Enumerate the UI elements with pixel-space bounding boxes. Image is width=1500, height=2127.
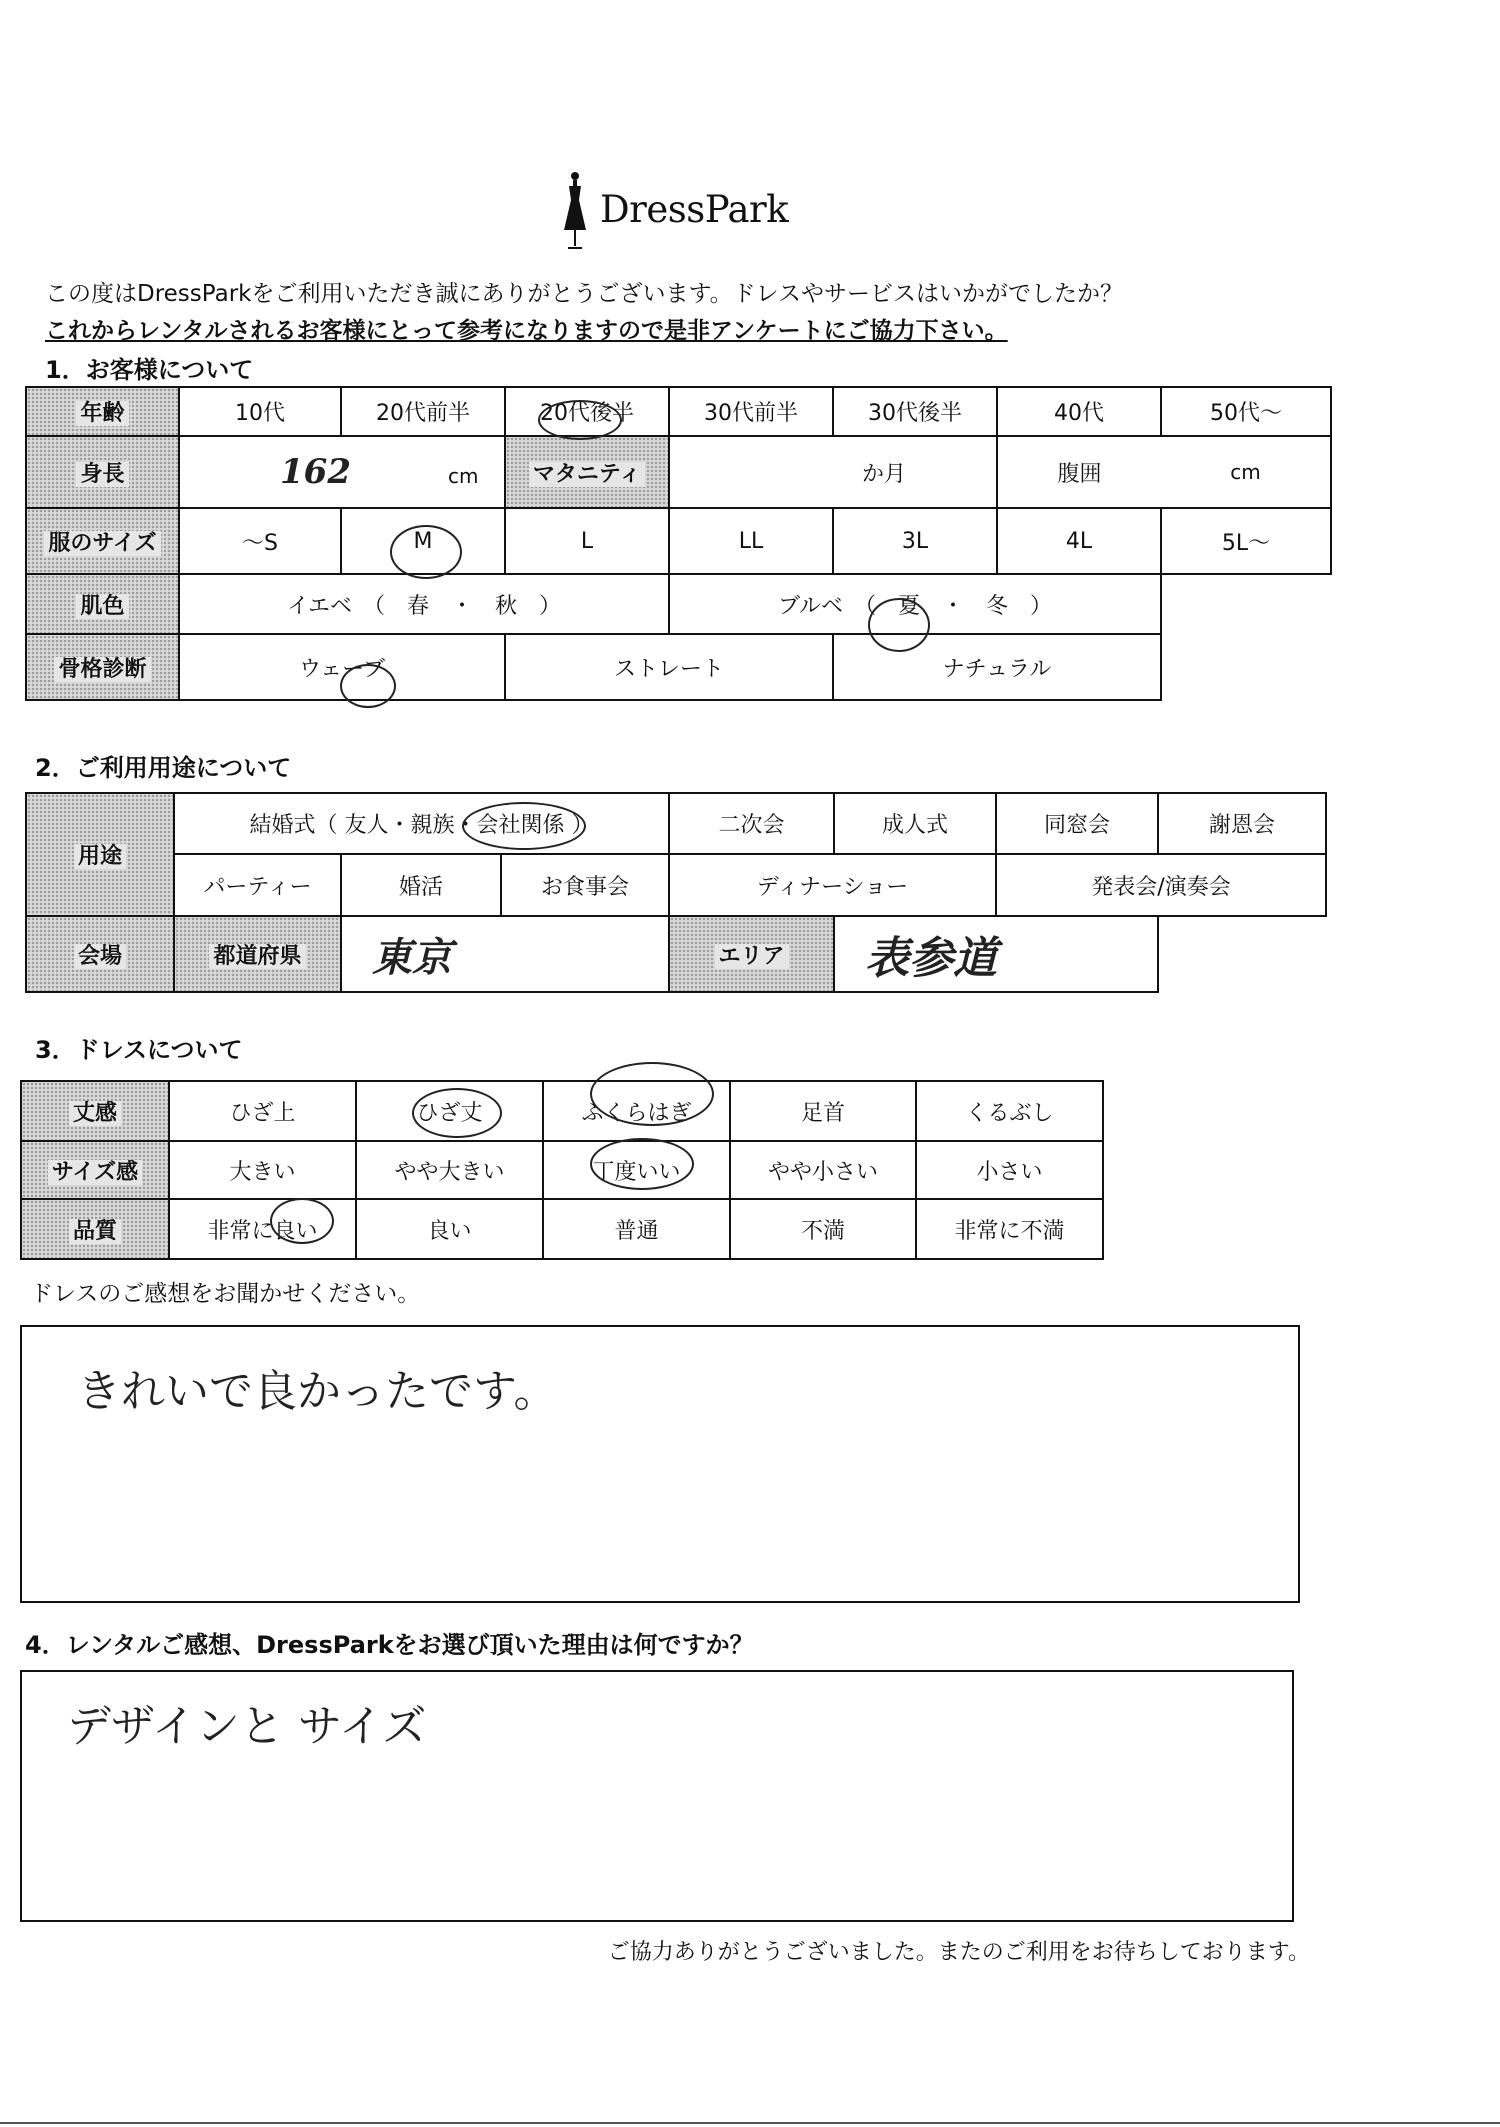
age-label: 年齢 xyxy=(26,387,179,436)
quality-option[interactable]: 不満 xyxy=(730,1199,916,1259)
quality-option[interactable]: 普通 xyxy=(543,1199,730,1259)
purpose-option[interactable]: ディナーショー xyxy=(669,854,996,916)
length-option[interactable]: ひざ丈 xyxy=(356,1081,543,1141)
height-label: 身長 xyxy=(26,436,179,508)
quality-label: 品質 xyxy=(21,1199,169,1259)
height-unit: cm xyxy=(447,464,479,488)
fit-option[interactable]: やや小さい xyxy=(730,1141,916,1199)
dress-comment-text: きれいで良かったです。 xyxy=(77,1366,558,1417)
skin-label: 肌色 xyxy=(26,574,179,634)
selection-circle xyxy=(538,400,622,440)
thanks-message: ご協力ありがとうございました。またのご利用をお待ちしております。 xyxy=(607,1940,1310,1965)
selection-circle xyxy=(340,664,396,708)
frame-option[interactable]: ナチュラル xyxy=(833,634,1161,700)
venue-label: 会場 xyxy=(26,916,174,992)
purpose-option[interactable]: お食事会 xyxy=(501,854,669,916)
area-field[interactable] xyxy=(834,916,1158,992)
fit-option[interactable]: やや大きい xyxy=(356,1141,543,1199)
months-unit: か月 xyxy=(861,461,906,487)
dress-table xyxy=(20,1080,1104,1260)
waist-label: 腹囲 xyxy=(997,436,1161,508)
purpose-option[interactable]: パーティー xyxy=(174,854,341,916)
section4-title: 4．レンタルご感想、DressParkをお選び頂いた理由は何ですか？ xyxy=(25,1631,754,1659)
waist-unit: cm xyxy=(1230,459,1261,484)
brand-name: DressPark xyxy=(600,188,789,231)
size-option[interactable]: 5L～ xyxy=(1161,508,1331,574)
length-option[interactable]: くるぶし xyxy=(916,1081,1103,1141)
purpose-label: 用途 xyxy=(26,793,174,916)
frame-label: 骨格診断 xyxy=(26,634,179,700)
selection-circle xyxy=(590,1062,714,1126)
size-option[interactable]: 3L xyxy=(833,508,997,574)
area-value: 表参道 xyxy=(865,933,998,984)
maternity-months-field[interactable] xyxy=(669,436,997,508)
purpose-table xyxy=(25,792,1327,993)
section1-title: 1．お客様について xyxy=(45,356,254,384)
skin-yellow-option[interactable]: イエベ （ 春 ・ 秋 ） xyxy=(179,574,669,634)
maternity-label: マタニティ xyxy=(505,436,669,508)
dress-comment-prompt: ドレスのご感想をお聞かせください。 xyxy=(30,1281,421,1307)
fit-option[interactable]: 丁度いい xyxy=(543,1141,730,1199)
quality-option[interactable]: 非常に良い xyxy=(169,1199,356,1259)
size-option[interactable]: M xyxy=(341,508,505,574)
age-option[interactable]: 50代～ xyxy=(1161,387,1331,436)
purpose-option[interactable]: 謝恩会 xyxy=(1158,793,1326,854)
size-option[interactable]: ～S xyxy=(179,508,341,574)
frame-option[interactable]: ストレート xyxy=(505,634,833,700)
intro-request: これからレンタルされるお客様にとって参考になりますので是非アンケートにご協力下さい。 xyxy=(45,318,1008,344)
section2-title: 2．ご利用用途について xyxy=(35,754,292,782)
age-option[interactable]: 30代前半 xyxy=(669,387,833,436)
scan-edge-line xyxy=(0,2122,1500,2124)
purpose-option[interactable]: 二次会 xyxy=(669,793,834,854)
skin-blue-option[interactable]: ブルベ （ 夏 ・ 冬 ） xyxy=(669,574,1161,634)
quality-option[interactable]: 良い xyxy=(356,1199,543,1259)
purpose-option[interactable]: 結婚式（ 友人・親族・会社関係 ） xyxy=(174,793,669,854)
age-option[interactable]: 20代後半 xyxy=(505,387,669,436)
area-label: エリア xyxy=(669,916,834,992)
prefecture-label: 都道府県 xyxy=(174,916,341,992)
prefecture-field[interactable] xyxy=(341,916,669,992)
fit-label: サイズ感 xyxy=(21,1141,169,1199)
selection-circle xyxy=(390,525,462,579)
height-field[interactable] xyxy=(179,436,505,508)
selection-circle xyxy=(462,802,586,850)
frame-option[interactable]: ウェーブ xyxy=(179,634,505,700)
dresspark-logo xyxy=(560,168,800,258)
length-option[interactable]: ひざ上 xyxy=(169,1081,356,1141)
age-option[interactable]: 40代 xyxy=(997,387,1161,436)
waist-field[interactable] xyxy=(1161,436,1331,508)
purpose-option[interactable]: 発表会/演奏会 xyxy=(996,854,1326,916)
selection-circle xyxy=(868,598,930,652)
purpose-option[interactable]: 成人式 xyxy=(834,793,996,854)
selection-circle xyxy=(412,1088,502,1138)
length-label: 丈感 xyxy=(21,1081,169,1141)
age-option[interactable]: 20代前半 xyxy=(341,387,505,436)
reason-comment-text: デザインと サイズ xyxy=(67,1701,427,1752)
customer-table xyxy=(25,386,1332,701)
dress-comment-box[interactable] xyxy=(20,1325,1300,1603)
size-label: 服のサイズ xyxy=(26,508,179,574)
selection-circle xyxy=(270,1198,334,1244)
size-option[interactable]: 4L xyxy=(997,508,1161,574)
section3-title: 3．ドレスについて xyxy=(35,1036,243,1064)
selection-circle xyxy=(590,1138,694,1190)
intro-text: この度はDressParkをご利用いただき誠にありがとうございます。ドレスやサービスはいかがでしたか？ xyxy=(45,281,1123,307)
reason-comment-box[interactable] xyxy=(20,1670,1294,1922)
purpose-option[interactable]: 婚活 xyxy=(341,854,501,916)
size-option[interactable]: LL xyxy=(669,508,833,574)
height-value: 162 xyxy=(280,452,351,492)
dress-icon xyxy=(560,168,590,258)
length-option[interactable]: ふくらはぎ xyxy=(543,1081,730,1141)
quality-option[interactable]: 非常に不満 xyxy=(916,1199,1103,1259)
age-option[interactable]: 30代後半 xyxy=(833,387,997,436)
size-option[interactable]: L xyxy=(505,508,669,574)
length-option[interactable]: 足首 xyxy=(730,1081,916,1141)
fit-option[interactable]: 小さい xyxy=(916,1141,1103,1199)
purpose-option[interactable]: 同窓会 xyxy=(996,793,1158,854)
fit-option[interactable]: 大きい xyxy=(169,1141,356,1199)
prefecture-value: 東京 xyxy=(372,933,452,981)
age-option[interactable]: 10代 xyxy=(179,387,341,436)
